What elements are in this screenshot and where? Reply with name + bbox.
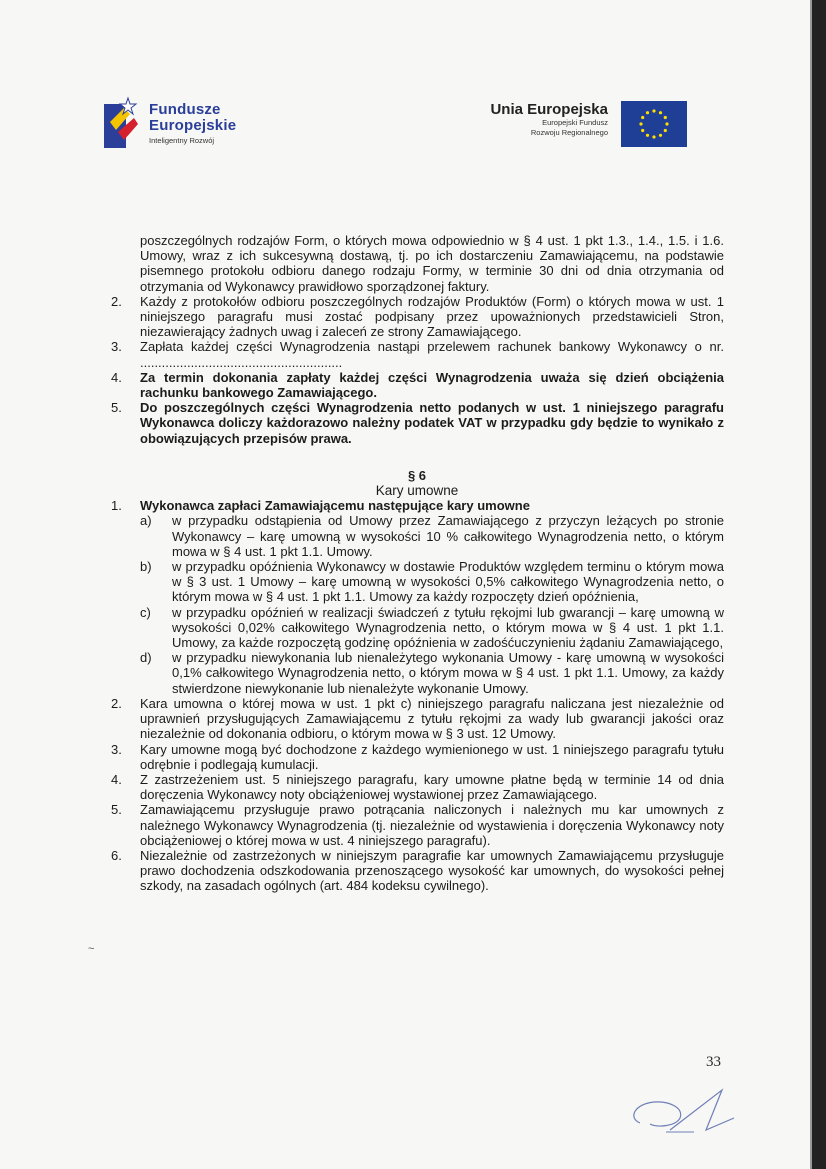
list-item <box>110 742 724 772</box>
fe-line1: Fundusze <box>149 101 221 118</box>
scan-border <box>812 0 826 1169</box>
sub-text: w przypadku niewykonania lub nienależytego wykonania Umowy - karę umowną w wysokości 0,1% całkowitego Wynagrodzenia netto, o którym mowa w § 4 ust. 1 pkt 1.1. Umowy, za każdy stwierdzone niewykonanie lub nienależyte wykonanie Umowy. <box>172 650 724 696</box>
ue-line2: Europejski Fundusz <box>542 118 608 127</box>
item-number: 1. <box>111 498 122 514</box>
item-number: 3. <box>111 339 122 355</box>
item-number: 5. <box>111 400 122 416</box>
sub-text: w przypadku opóźnień w realizacji świadczeń z tytułu rękojmi lub gwarancji – karę umowną w wysokości 0,02% całkowitego Wynagrodzenia netto, o którym mowa w § 4 ust. 1 pkt 1.1. Umowy, za każde rozpoczętą godzinę opóźnienia w zadośćuczynieniu żądaniu Zamawiającego, <box>172 604 724 651</box>
section-title: Kary umowne <box>375 483 459 499</box>
fundusze-europejskie-logo <box>104 96 144 152</box>
item-text: Z zastrzeżeniem ust. 5 niniejszego paragrafu, kary umowne płatne będą w terminie 14 od dnia doręczenia Wykonawcy noty obciążeniowej wystawionej przez Zamawiającego. <box>140 771 724 803</box>
section-symbol: § 6 <box>407 467 427 483</box>
sub-item <box>140 559 724 605</box>
document-body <box>110 233 724 894</box>
list-item <box>110 802 724 848</box>
list-item <box>110 294 724 340</box>
fe-line2: Europejskie <box>149 117 237 134</box>
item-text: Za termin dokonania zapłaty każdej części Wynagrodzenia uważa się dzień obciążenia rachunku bankowego Zamawiającego. <box>140 369 724 401</box>
sub-item <box>140 605 724 651</box>
item-number: 2. <box>111 293 122 309</box>
list-item <box>110 498 724 513</box>
ue-line3: Rozwoju Regionalnego <box>530 128 608 137</box>
item-text: Każdy z protokołów odbioru poszczególnych rodzajów Produktów (Form) o których mowa w ust. 1 niniejszego paragrafu musi zostać podpisany przez upoważnionych przedstawicieli Stron, niezawierający żadnych uwag i zaleceń ze strony Zamawiającego. <box>140 293 724 340</box>
sub-item <box>140 513 724 559</box>
item-number: 4. <box>111 771 122 787</box>
list-item <box>110 772 724 802</box>
list-item <box>110 339 724 369</box>
sub-item <box>140 650 724 696</box>
item-text: Niezależnie od zastrzeżonych w niniejszym paragrafie kar umownych Zamawiającemu przysługuje prawo dochodzenia odszkodowania przenoszącego wysokość kar umownych, do wysokości pełnej szkody, na zasadach ogólnych (art. 484 kodeksu cywilnego). <box>140 847 724 894</box>
ue-line1: Unia Europejska <box>490 101 608 118</box>
page-number: 33 <box>706 1054 721 1070</box>
eu-flag-icon <box>621 101 687 147</box>
intro-paragraph: poszczególnych rodzajów Form, o których mowa odpowiednio w § 4 ust. 1 pkt 1.3., 1.4., 1.5. i 1.6. Umowy, wraz z ich sukcesywną dostawą, tj. po ich dostarczeniu Zamawiającemu, na podstawie pisemnego protokołu odbioru danego rodzaju Formy, w terminie 30 dni od dnia otrzymania od otrzymania od Wykonawcy prawidłowo sporządzonej faktury. <box>140 233 724 294</box>
list-item <box>110 696 724 742</box>
unia-europejska-text <box>490 101 608 138</box>
sub-letter: b) <box>140 559 152 575</box>
fundusze-europejskie-text <box>149 102 236 145</box>
sub-text: w przypadku odstąpienia od Umowy przez Zamawiającego z przyczyn leżących po stronie Wykonawcy – karę umowną w wysokości 10 % całkowitego Wynagrodzenia netto, o którym mowa w § 4 ust. 1 pkt 1.1. Umowy. <box>172 513 724 559</box>
item-text: Zapłata każdej części Wynagrodzenia nastąpi przelewem rachunek bankowy Wykonawcy o nr. ........................................................ <box>140 339 724 370</box>
item-number: 5. <box>111 802 122 818</box>
sub-list <box>108 513 724 695</box>
item-text: Kary umowne mogą być dochodzone z każdego wymienionego w ust. 1 niniejszego paragrafu tytułu odrębnie i podlegają kumulacji. <box>140 741 724 772</box>
signature-icon <box>610 1068 750 1148</box>
sub-letter: d) <box>140 650 152 666</box>
sub-text: w przypadku opóźnienia Wykonawcy w dostawie Produktów względem terminu o którym mowa w § 3 ust. 1 Umowy – karę umowną w wysokości 0,5% całkowitego Wynagrodzenia netto, o którym mowa w § 4 ust. 1 pkt 1.1. Umowy za każdy rozpoczęty dzień opóźnienia, <box>172 559 724 605</box>
section-heading <box>110 468 724 498</box>
list-item <box>110 848 724 894</box>
sub-letter: c) <box>140 604 151 620</box>
item-number: 6. <box>111 847 122 863</box>
item-text: Zamawiającemu przysługuje prawo potrącania naliczonych i należnych mu kar umownych z należnego Wykonawcy Wynagrodzenia (tj. niezależnie od wystawienia i doręczenia Wykonawcy noty obciążeniowej o której mowa w ust. 4 niniejszego paragrafu). <box>140 802 724 848</box>
item-number: 2. <box>111 695 122 711</box>
list-item <box>110 370 724 400</box>
item-number: 3. <box>111 741 122 757</box>
item-number: 4. <box>111 369 122 385</box>
item-text: Do poszczególnych części Wynagrodzenia netto podanych w ust. 1 niniejszego paragrafu Wykonawca doliczy każdorazowo należny podatek VAT w przypadku gdy będzie to wynikało z obowiązujących przepisów prawa. <box>140 400 724 446</box>
item-text: Kara umowna o której mowa w ust. 1 pkt c) niniejszego paragrafu naliczana jest niezależnie od uprawnień przysługujących Zamawiającemu z tytułu rękojmi za wady lub gwarancji jakości oraz niezależnie od dokonania odbioru, o którym mowa w § 3 ust. 12 Umowy. <box>140 695 724 742</box>
item-text: Wykonawca zapłaci Zamawiającemu następujące kary umowne <box>140 498 530 514</box>
sub-letter: a) <box>140 513 152 529</box>
list-item <box>110 400 724 446</box>
fe-line3: Inteligentny Rozwój <box>149 136 215 145</box>
margin-mark: ~ <box>88 943 95 955</box>
